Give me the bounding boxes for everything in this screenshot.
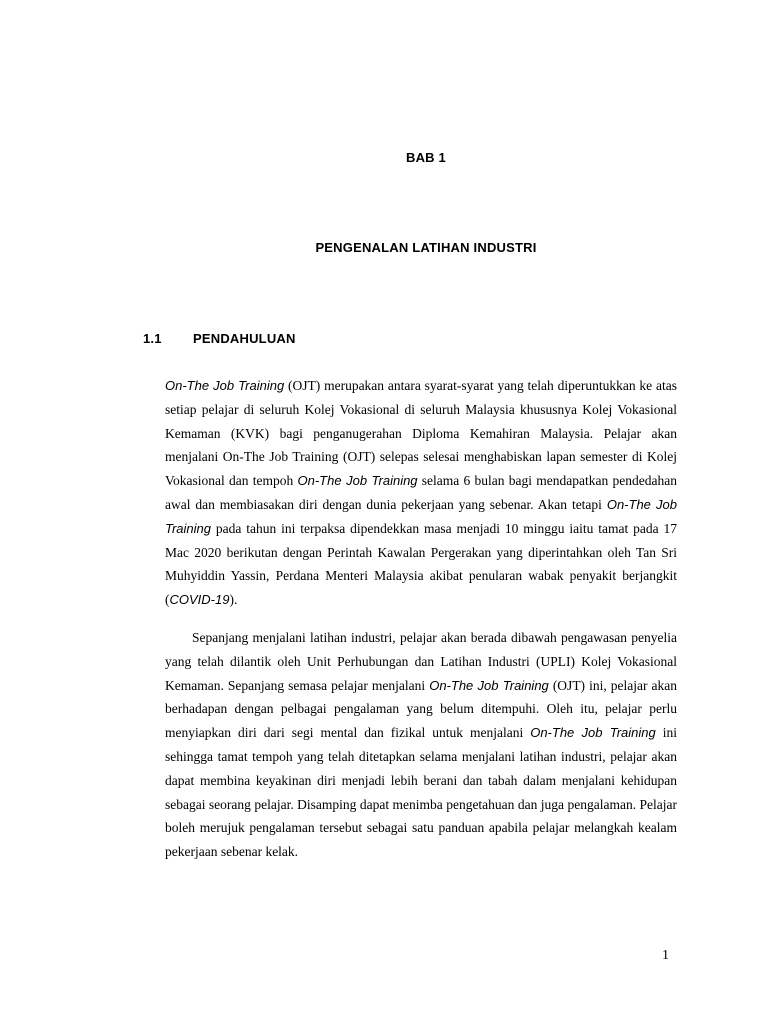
italic-term: On-The Job Training [429, 677, 549, 693]
text-run: Sepanjang menjalani latihan industri, pelajar akan berada dibawah pengawasan penyelia yang telah dilantik oleh Unit Perhubungan dan Latihan Industri (UPLI) Kolej Vokasional Kemaman. Sepanjang semasa pelajar menjalani [165, 630, 677, 693]
text-run: (OJT) ini, pelajar akan berhadapan dengan pelbagai pengalaman yang belum ditempuhi. Oleh itu, pelajar perlu menyiapkan diri dari segi mental dan fizikal untuk menjalani [165, 677, 677, 741]
text-run: pada tahun ini terpaksa dipendekkan masa menjadi 10 minggu iaitu tamat pada 17 Mac 2020 berikutan dengan Perintah Kawalan Pergerakan yang diperintahkan oleh Tan Sri Muhyiddin Yassin, Perdana Menteri Malaysia akibat penularan wabak penyakit berjangkit ( [165, 520, 677, 608]
chapter-label: BAB 1 [405, 150, 446, 165]
section-number: 1.1 [143, 331, 162, 346]
chapter-title: PENGENALAN LATIHAN INDUSTRI [315, 240, 537, 255]
italic-term: COVID-19 [169, 592, 230, 608]
text-run: ini sehingga tamat tempoh yang telah ditetapkan selama menjalani latihan industri, pelajar akan dapat membina keyakinan diri menjadi lebih berani dan tabah dalam menjalani kehidupan sebagai seorang pelajar. Disamping dapat menimba pengetahuan dan juga pengalaman. Pelajar boleh merujuk pengalaman tersebut sebagai satu panduan apabila pelajar melangkah kealam pekerjaan sebenar kelak. [165, 725, 677, 860]
paragraph-introduction [165, 374, 677, 612]
italic-term: On-The Job Training [530, 725, 656, 741]
paragraph-supervision [165, 626, 677, 864]
text-run: ). [229, 592, 238, 608]
italic-term: On-The Job Training [165, 378, 285, 393]
italic-term: On-The Job Training [297, 473, 418, 489]
section-heading [143, 331, 296, 346]
page-number: 1 [662, 948, 669, 963]
text-run: (OJT) merupakan antara syarat-syarat yang telah diperuntukkan ke atas setiap pelajar di seluruh Kolej Vokasional di seluruh Malaysia khususnya Kolej Vokasional Kemaman (KVK) bagi penganugerahan Diploma Kemahiran Malaysia. Pelajar akan menjalani On-The Job Training (OJT) selepas selesai menghabiskan lapan semester di Kolej Vokasional dan tempoh [165, 378, 677, 489]
text-run: selama 6 bulan bagi mendapatkan pendedahan awal dan membiasakan diri dengan dunia pekerjaan yang sebenar. Akan tetapi [165, 473, 678, 512]
italic-term: On-The Job Training [165, 496, 677, 536]
section-title: PENDAHULUAN [193, 331, 296, 346]
